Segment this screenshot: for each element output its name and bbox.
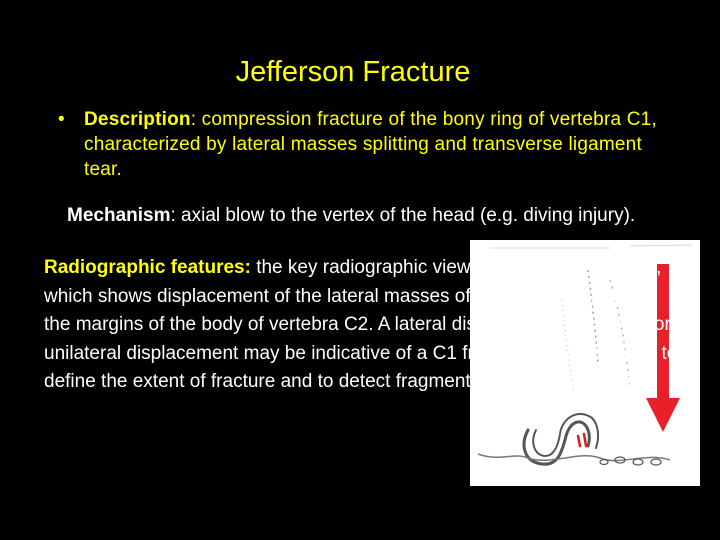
sketch-line (490, 245, 692, 248)
description-text: : compression fracture of the bony ring of vertebra C1, characterized by lateral masses splitting and transverse ligament tear. (84, 109, 657, 180)
description-bullet (58, 107, 668, 182)
radiographic-label: Radiographic features: (44, 257, 251, 278)
description-label: Description (84, 109, 191, 130)
mechanism-paragraph (67, 203, 667, 229)
mechanism-label: Mechanism (67, 205, 171, 226)
bubble-icon (633, 459, 643, 465)
description-paragraph (84, 107, 668, 182)
mechanism-text: : axial blow to the vertex of the head (e.g. diving injury). (170, 205, 636, 226)
bullet-icon: • (58, 109, 65, 130)
radiographic-text: the key radiographic view is the AP open mouth, which shows displacement of the lateral masses of vertebrae C1 beyond the margins of the body of vertebra C2. A lateral displacement of >2 mm or unilateral displacement may be indicative of a C1 fracture. CT is required to define the extent of fracture and to detect fragments in the spinal canal. (44, 257, 678, 393)
radiographic-paragraph (44, 254, 684, 397)
bubble-icon (600, 460, 608, 465)
fracture-mark-icon (578, 434, 586, 446)
slide-title: Jefferson Fracture (235, 56, 471, 88)
force-arrow-head-icon (646, 398, 680, 432)
bubble-icon (651, 459, 661, 465)
